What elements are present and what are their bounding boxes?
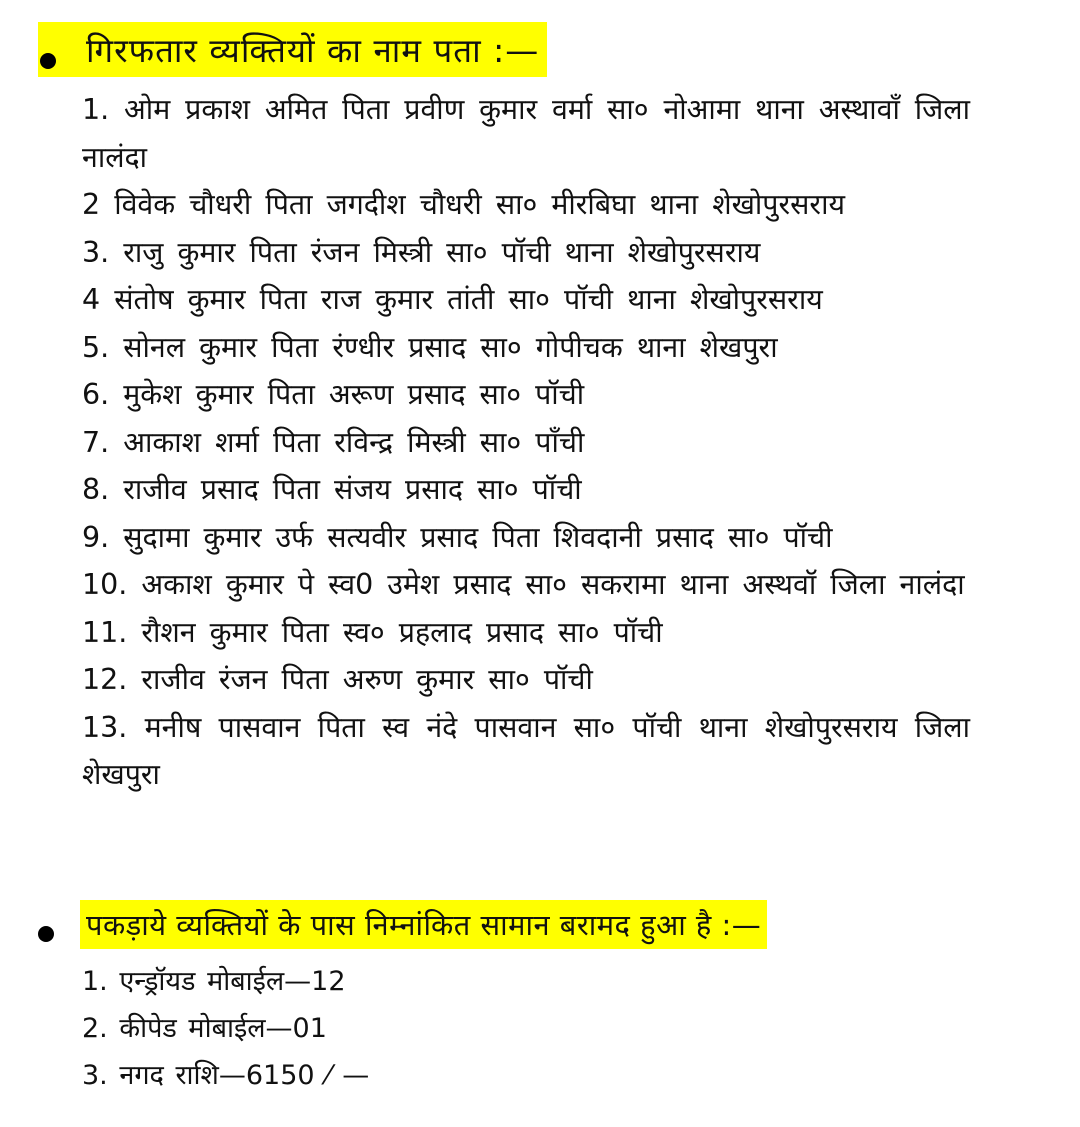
list-item: 1. एन्ड्रॉयड मोबाईल—12 — [82, 966, 346, 997]
arrested-persons-heading: गिरफतार व्यक्तियों का नाम पता :— — [38, 22, 547, 77]
list-item: 13. मनीष पासवान पिता स्व नंदे पासवान सा० पॉची थाना शेखोपुरसराय जिला शेखपुरा — [82, 710, 970, 791]
recovered-items-list — [82, 958, 970, 1099]
recovered-items-section — [0, 900, 1080, 1099]
arrested-persons-list — [82, 86, 970, 799]
list-item: 7. आकाश शर्मा पिता रविन्द्र मिस्त्री सा० पाँची — [82, 425, 585, 459]
list-item: 5. सोनल कुमार पिता रंण्धीर प्रसाद सा० गोपीचक थाना शेखपुरा — [82, 330, 778, 364]
list-item: 9. सुदामा कुमार उर्फ सत्यवीर प्रसाद पिता शिवदानी प्रसाद सा० पॉची — [82, 520, 833, 554]
list-item: 8. राजीव प्रसाद पिता संजय प्रसाद सा० पॉची — [82, 473, 582, 506]
list-item: 1. ओम प्रकाश अमित पिता प्रवीण कुमार वर्मा सा० नोआमा थाना अस्थावाँ जिला नालंदा — [82, 93, 970, 174]
arrested-persons-heading-row — [0, 22, 1080, 86]
list-item: 2. कीपेड मोबाईल—01 — [82, 1013, 327, 1044]
list-item: 2 विवेक चौधरी पिता जगदीश चौधरी सा० मीरबिघा थाना शेखोपुरसराय — [82, 188, 845, 221]
list-item: 10. अकाश कुमार पे स्व0 उमेश प्रसाद सा० सकरामा थाना अस्थवॉ जिला नालंदा — [82, 568, 965, 601]
bullet-icon — [40, 53, 56, 69]
list-item: 11. रौशन कुमार पिता स्व० प्रहलाद प्रसाद सा० पॉची — [82, 615, 663, 649]
list-item: 3. राजु कुमार पिता रंजन मिस्त्री सा० पॉची थाना शेखोपुरसराय — [82, 235, 761, 269]
bullet-icon — [38, 926, 54, 942]
list-item: 6. मुकेश कुमार पिता अरूण प्रसाद सा० पॉची — [82, 378, 585, 411]
list-item: 3. नगद राशि—6150 ⁄ — — [82, 1060, 370, 1091]
arrested-persons-section — [0, 22, 1080, 799]
recovered-items-heading: पकड़ाये व्यक्तियों के पास निम्नांकित सामान बरामद हुआ है :— — [80, 900, 767, 949]
list-item: 4 संतोष कुमार पिता राज कुमार तांती सा० पॉची थाना शेखोपुरसराय — [82, 283, 823, 316]
recovered-items-heading-row — [0, 900, 1080, 958]
list-item: 12. राजीव रंजन पिता अरुण कुमार सा० पॉची — [82, 663, 593, 696]
